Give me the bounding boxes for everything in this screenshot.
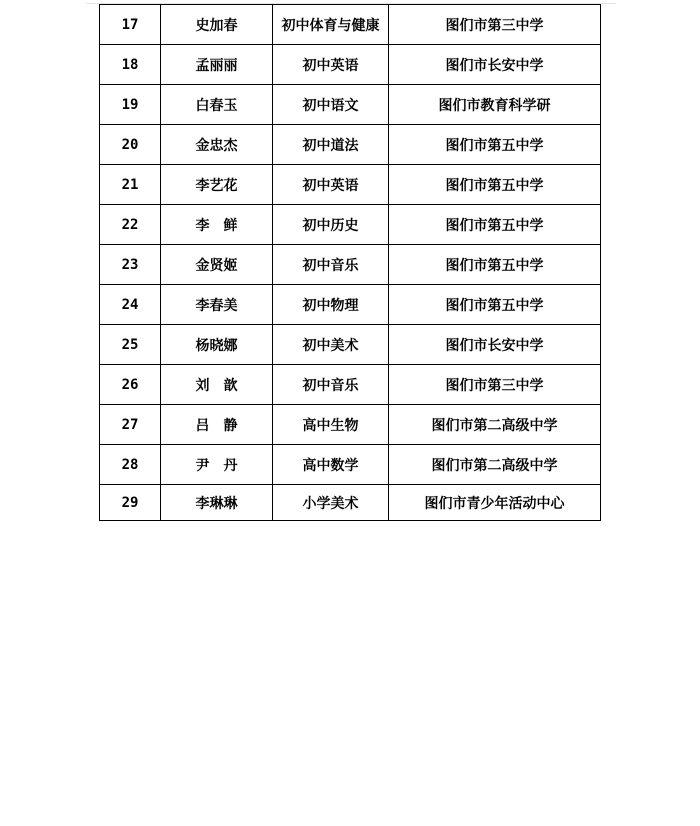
teacher-name: 吕 静	[161, 405, 273, 445]
teacher-name: 李艺花	[161, 165, 273, 205]
row-number: 24	[100, 285, 161, 325]
school: 图们市第五中学	[389, 245, 601, 285]
subject: 初中音乐	[273, 245, 389, 285]
teacher-name: 李春美	[161, 285, 273, 325]
table-row	[100, 325, 601, 365]
teacher-name: 刘 歆	[161, 365, 273, 405]
school: 图们市青少年活动中心	[389, 485, 601, 521]
school: 图们市第五中学	[389, 205, 601, 245]
table-row	[100, 405, 601, 445]
teacher-name: 金贤姬	[161, 245, 273, 285]
row-number: 20	[100, 125, 161, 165]
subject: 高中数学	[273, 445, 389, 485]
teacher-name: 李琳琳	[161, 485, 273, 521]
row-number: 27	[100, 405, 161, 445]
school: 图们市第三中学	[389, 5, 601, 45]
school: 图们市第五中学	[389, 165, 601, 205]
subject: 初中历史	[273, 205, 389, 245]
subject: 初中物理	[273, 285, 389, 325]
table-row	[100, 85, 601, 125]
subject: 初中道法	[273, 125, 389, 165]
teacher-name: 金忠杰	[161, 125, 273, 165]
school: 图们市第五中学	[389, 125, 601, 165]
teacher-name: 白春玉	[161, 85, 273, 125]
school: 图们市第二高级中学	[389, 445, 601, 485]
school: 图们市第二高级中学	[389, 405, 601, 445]
table-row	[100, 285, 601, 325]
table-row	[100, 165, 601, 205]
subject: 高中生物	[273, 405, 389, 445]
row-number: 17	[100, 5, 161, 45]
table-row	[100, 125, 601, 165]
row-number: 29	[100, 485, 161, 521]
row-number: 21	[100, 165, 161, 205]
school: 图们市长安中学	[389, 45, 601, 85]
school: 图们市长安中学	[389, 325, 601, 365]
row-number: 25	[100, 325, 161, 365]
row-number: 26	[100, 365, 161, 405]
table-row	[100, 5, 601, 45]
table-row	[100, 485, 601, 521]
row-number: 18	[100, 45, 161, 85]
teacher-name: 李 鲜	[161, 205, 273, 245]
subject: 初中语文	[273, 85, 389, 125]
row-number: 28	[100, 445, 161, 485]
table-row	[100, 445, 601, 485]
table-row	[100, 45, 601, 85]
subject: 初中音乐	[273, 365, 389, 405]
table-row	[100, 365, 601, 405]
table-row	[100, 205, 601, 245]
row-number: 23	[100, 245, 161, 285]
row-number: 19	[100, 85, 161, 125]
subject: 小学美术	[273, 485, 389, 521]
subject: 初中体育与健康	[273, 5, 389, 45]
school: 图们市第五中学	[389, 285, 601, 325]
subject: 初中美术	[273, 325, 389, 365]
school: 图们市第三中学	[389, 365, 601, 405]
teacher-name: 孟丽丽	[161, 45, 273, 85]
row-number: 22	[100, 205, 161, 245]
roster-table	[99, 4, 601, 521]
teacher-name: 尹 丹	[161, 445, 273, 485]
table-row	[100, 245, 601, 285]
teacher-name: 杨晓娜	[161, 325, 273, 365]
subject: 初中英语	[273, 45, 389, 85]
school: 图们市教育科学研	[389, 85, 601, 125]
teacher-name: 史加春	[161, 5, 273, 45]
subject: 初中英语	[273, 165, 389, 205]
